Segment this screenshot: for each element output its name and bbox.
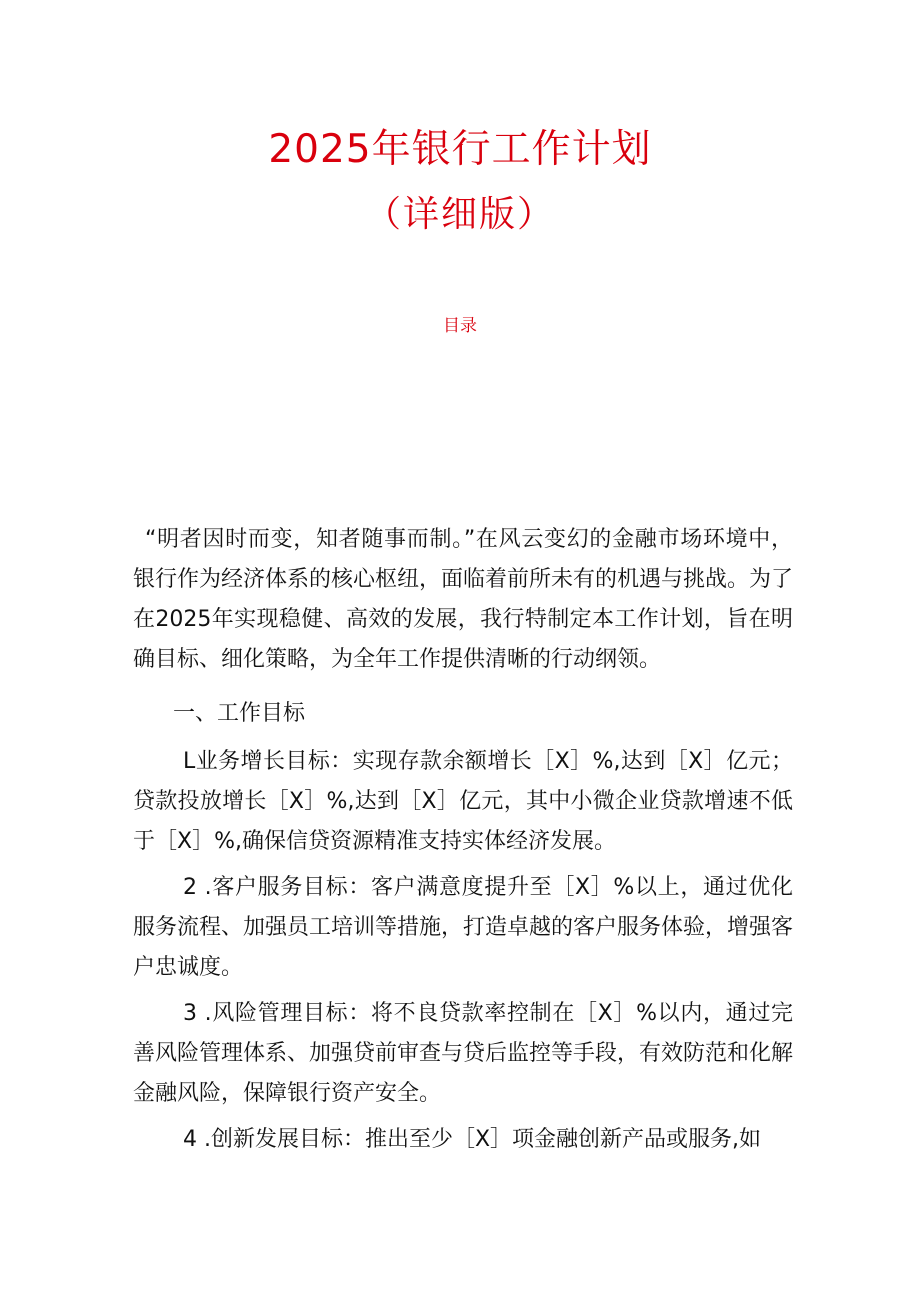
intro-paragraph: “明者因时而变，知者随事而制。”在风云变幻的金融市场环境中，银行作为经济体系的核心枢纽，面临着前所未有的机遇与挑战。为了在2025年实现稳健、高效的发展，我行特制定本工作计划，旨在明确目标、细化策略，为全年工作提供清晰的行动纲领。 — [133, 527, 794, 672]
goal-item: L业务增长目标：实现存款余额增长［X］%,达到［X］亿元；贷款投放增长［X］%,达到［X］亿元，其中小微企业贷款增速不低于［X］%,确保信贷资源精准支持实体经济发展。 — [133, 749, 793, 854]
goal-item: 3 .风险管理目标：将不良贷款率控制在［X］%以内，通过完善风险管理体系、加强贷前审查与贷后监控等手段，有效防范和化解金融风险，保障银行资产安全。 — [133, 1001, 794, 1106]
document-title: 2025年银行工作计划 — [268, 127, 652, 172]
section-heading: 一、工作目标 — [173, 701, 306, 726]
document-subtitle: （详细版） — [364, 194, 555, 235]
goal-item: 2 .客户服务目标：客户满意度提升至［X］%以上，通过优化服务流程、加强员工培训等措施，打造卓越的客户服务体验，增强客户忠诚度。 — [133, 875, 794, 980]
toc-label: 目录 — [443, 316, 477, 336]
goal-item: 4 .创新发展目标：推出至少［X］项金融创新产品或服务,如 — [183, 1127, 762, 1152]
document-body — [133, 520, 793, 1160]
